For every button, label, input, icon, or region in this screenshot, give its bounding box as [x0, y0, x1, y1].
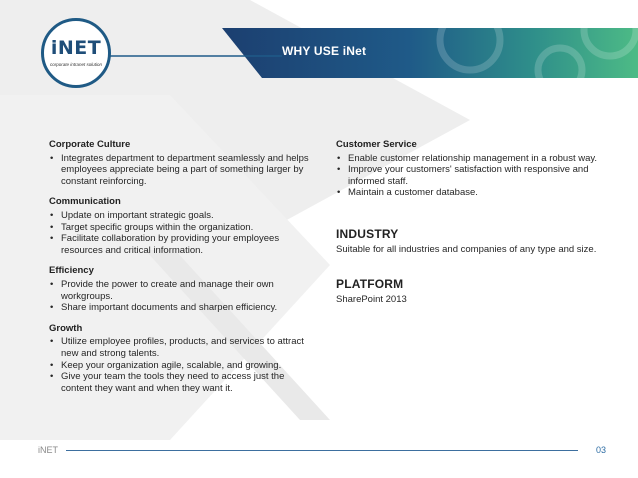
section-title: Customer Service [336, 139, 417, 150]
section-title: Communication [49, 196, 121, 208]
logo-wordmark: iNET [50, 37, 102, 59]
section-title: Corporate Culture [49, 139, 131, 150]
bullet-list [49, 336, 311, 394]
bullet-list [336, 153, 598, 199]
list-item: • Facilitate collaboration by providing your employees resources and critical information. [49, 233, 311, 256]
industry-text: Suitable for all industries and companies of any type and size. [336, 243, 597, 255]
list-item: • Keep your organization agile, scalable, and growing. [49, 360, 311, 372]
footer-divider [66, 450, 578, 451]
list-item: • Target specific groups within the organization. [49, 222, 311, 234]
logo-tagline: corporate intranet solution [49, 62, 103, 67]
bullet-list [49, 279, 311, 314]
list-item: • Update on important strategic goals. [49, 210, 311, 222]
list-item: • Provide the power to create and manage their own workgroups. [49, 279, 311, 302]
section-efficiency [49, 265, 311, 313]
left-column [49, 139, 311, 403]
list-item: • Utilize employee profiles, products, and services to attract new and strong talents. [49, 336, 311, 359]
section-title: Growth [49, 322, 83, 334]
list-item: • Maintain a customer database. [336, 187, 598, 199]
platform-title: PLATFORM [336, 277, 404, 292]
section-title: Efficiency [49, 265, 94, 277]
list-item: • Share important documents and sharpen efficiency. [49, 302, 311, 314]
page-number: 03 [596, 445, 607, 455]
section-growth [49, 323, 311, 395]
bullet-list [49, 210, 311, 256]
section-customer-service [336, 139, 598, 199]
list-item: • Improve your customers' satisfaction with responsive and informed staff. [336, 164, 598, 187]
bullet-list [49, 153, 311, 188]
section-communication [49, 196, 311, 256]
section-platform [336, 279, 598, 305]
right-column [336, 139, 598, 314]
footer-brand: iNET [38, 445, 58, 455]
platform-text: SharePoint 2013 [336, 293, 407, 305]
page-title: WHY USE iNet [282, 44, 367, 58]
section-corporate-culture [49, 139, 311, 187]
list-item: • Enable customer relationship management in a robust way. [336, 153, 598, 165]
inet-logo [41, 18, 111, 88]
list-item: • Give your team the tools they need to access just the content they want and when they want it. [49, 371, 311, 394]
industry-title: INDUSTRY [336, 226, 399, 241]
section-industry [336, 226, 598, 255]
list-item: • Integrates department to department seamlessly and helps employees appreciate being a part of something larger by constant reinforcing. [49, 153, 311, 188]
